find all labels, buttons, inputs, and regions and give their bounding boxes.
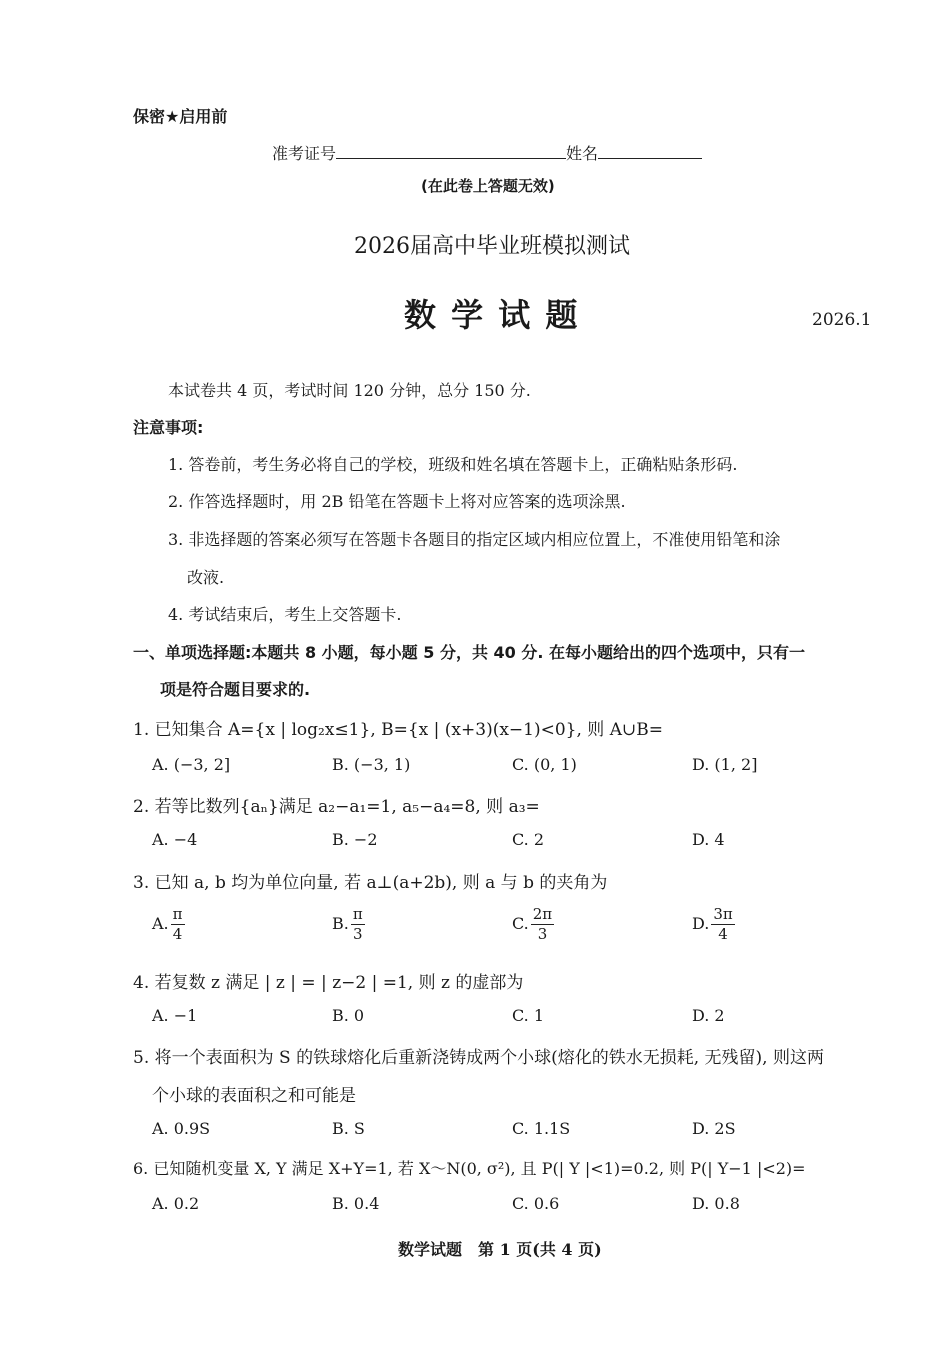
fraction [711,907,734,942]
option-a[interactable] [152,907,185,942]
question-1-options [152,755,758,783]
option-b[interactable]: B. 0.4 [332,1194,380,1213]
option-c[interactable]: C. 1 [512,1006,545,1025]
question-5-stem: 5. 将一个表面积为 S 的铁球熔化后重新浇铸成两个小球(熔化的铁水无损耗, 无残留), 则这两 [133,1048,824,1068]
exam-date: 2026.1 [812,310,872,330]
option-d[interactable]: D. 0.8 [692,1194,740,1213]
notes-heading: 注意事项: [133,418,204,437]
option-b[interactable]: B. (−3, 1) [332,755,411,774]
question-3-stem: 3. 已知 a, b 均为单位向量, 若 a⊥(a+2b), 则 a 与 b 的夹角为 [133,873,608,893]
intro-text: 本试卷共 4 页，考试时间 120 分钟，总分 150 分. [168,381,531,400]
fraction-denominator: 3 [537,925,548,943]
exam-title: 2026届高中毕业班模拟测试 [354,234,630,259]
option-label: C. [512,914,529,933]
fraction-denominator: 4 [172,925,183,943]
option-c[interactable]: C. 2 [512,830,545,849]
option-d[interactable]: D. (1, 2] [692,755,758,774]
option-d[interactable]: D. 2S [692,1119,736,1138]
option-label: D. [692,914,710,933]
fraction [171,907,185,942]
fraction [351,907,365,942]
question-4-options [152,1006,752,1034]
note-item: 改液. [187,568,225,587]
invalid-note: (在此卷上答题无效) [421,177,555,195]
option-label: A. [152,914,169,933]
page-footer: 数学试题 第 1 页(共 4 页) [398,1240,602,1259]
question-1-stem: 1. 已知集合 A={x | log₂x≤1}, B={x | (x+3)(x−1)<0}, 则 A∪B= [133,720,663,740]
subject-title: 数 学 试 题 [404,296,580,334]
question-2-stem: 2. 若等比数列{aₙ}满足 a₂−a₁=1, a₅−a₄=8, 则 a₃= [133,797,540,817]
note-item: 3. 非选择题的答案必须写在答题卡各题目的指定区域内相应位置上，不准使用铅笔和涂 [168,530,781,549]
confidential-mark: 保密★启用前 [133,107,228,126]
question-4-stem: 4. 若复数 z 满足 | z | = | z−2 | =1, 则 z 的虚部为 [133,973,524,993]
option-c[interactable]: C. 1.1S [512,1119,571,1138]
section-heading: 一、单项选择题:本题共 8 小题，每小题 5 分，共 40 分. 在每小题给出的四个选项中，只有一 [133,643,806,662]
option-a[interactable]: A. −4 [152,830,198,849]
question-6-stem: 6. 已知随机变量 X, Y 满足 X+Y=1, 若 X～N(0, σ²), 且 P(| Y |<1)=0.2, 则 P(| Y−1 |<2)= [133,1159,806,1178]
fraction-numerator: π [352,905,363,923]
question-5-options [152,1119,752,1147]
option-d[interactable]: D. 4 [692,830,725,849]
option-b[interactable]: B. S [332,1119,365,1138]
option-a[interactable]: A. −1 [152,1006,198,1025]
option-a[interactable]: A. 0.2 [152,1194,200,1213]
option-a[interactable]: A. 0.9S [152,1119,211,1138]
fraction-denominator: 3 [353,925,363,943]
option-label: B. [332,914,349,933]
name-field[interactable] [598,142,702,159]
option-a[interactable]: A. (−3, 2] [152,755,231,774]
fraction-numerator: 2π [532,905,553,923]
option-b[interactable]: B. 0 [332,1006,365,1025]
option-b[interactable] [332,907,365,942]
note-item: 1. 答卷前，考生务必将自己的学校，班级和姓名填在答题卡上，正确粘贴条形码. [168,455,738,474]
fraction-numerator: π [172,905,183,923]
question-6-options [152,1194,752,1222]
exam-id-label: 准考证号 [272,144,337,163]
fraction-denominator: 4 [718,925,728,943]
option-c[interactable]: C. 0.6 [512,1194,560,1213]
fraction [531,907,554,942]
option-c[interactable] [512,907,554,942]
question-2-options [152,830,752,858]
fraction-numerator: 3π [713,905,733,923]
option-b[interactable]: B. −2 [332,830,378,849]
question-5-stem-cont: 个小球的表面积之和可能是 [152,1086,356,1106]
option-c[interactable]: C. (0, 1) [512,755,577,774]
exam-id-field[interactable] [336,142,566,159]
section-heading-cont: 项是符合题目要求的. [160,680,311,699]
note-item: 2. 作答选择题时，用 2B 铅笔在答题卡上将对应答案的选项涂黑. [168,492,626,511]
exam-id-row [272,141,702,164]
question-3-options [152,907,752,951]
note-item: 4. 考试结束后，考生上交答题卡. [168,605,402,624]
name-label: 姓名 [566,144,599,163]
option-d[interactable]: D. 2 [692,1006,725,1025]
option-d[interactable] [692,907,735,942]
